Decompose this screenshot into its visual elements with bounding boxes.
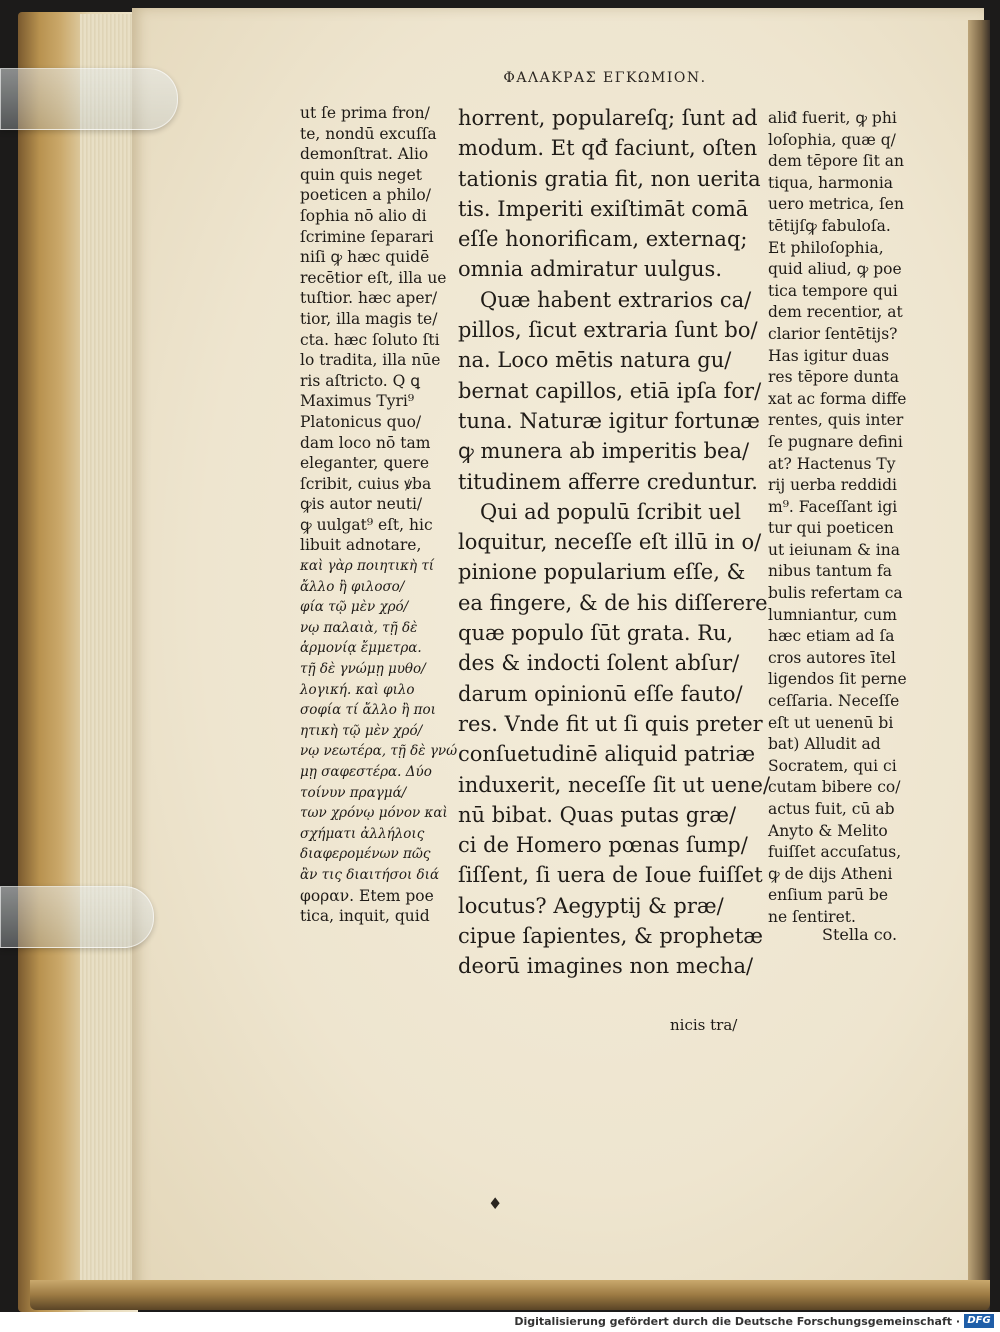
footer-bar	[0, 1312, 1000, 1332]
right-column-line: actus fuit, cū ab	[768, 800, 895, 818]
middle-column-line: Qui ad populū ſcribit uel	[480, 499, 741, 524]
right-column-line: ut ieiunam & ina	[768, 540, 900, 559]
left-column-line: ἁρμονίᾳ ἔμμετρα.	[300, 640, 422, 657]
right-column-line: bat) Alludit ad	[768, 735, 881, 754]
left-column-line: σχήματι ἀλλήλοις	[300, 825, 425, 842]
right-catchword: Stella co.	[822, 925, 898, 944]
middle-column-line: ci de Homero pœnas ſump/	[458, 833, 748, 858]
right-column-line: eſt ut uenenū bi	[768, 713, 894, 732]
middle-column-line: loquitur, neceſſe eſt illū in o/	[458, 530, 762, 555]
middle-column-line: des & indocti ſolent abſur/	[458, 651, 740, 676]
right-column-line: loſophia, quæ q/	[768, 130, 896, 149]
left-column-line: tior, illa magis te/	[300, 309, 438, 328]
right-column-line: rij uerba reddidi	[768, 476, 898, 495]
right-column-line: ſe pugnare defini	[768, 432, 903, 451]
left-column-line: διαφερομένων πῶς	[300, 846, 431, 863]
middle-column-line: tationis gratia fit, non uerita	[458, 166, 761, 191]
left-column-line: eleganter, ꝗuere	[300, 454, 429, 473]
right-column-line: xat ac forma diffe	[768, 389, 907, 408]
middle-column-line: induxerit, neceſſe ſit ut uene/	[458, 772, 771, 797]
right-column-line: dem recentior, at	[768, 303, 903, 322]
right-column-line: ligendos ſit perne	[768, 670, 907, 689]
left-column-line: dam loco nō tam	[300, 433, 431, 452]
middle-column-line: res. Vnde fit ut ſi quis preter	[458, 711, 763, 736]
left-column-line: τῇ δὲ γνώμῃ μυθο/	[300, 661, 426, 678]
right-column-line: Anyto & Melito	[768, 821, 888, 840]
left-column-line: ἄλλο ἢ φιλοσο/	[300, 578, 405, 595]
left-column-line: ꝙis autor neuti/	[300, 495, 423, 514]
left-column-line: φία τῷ μὲν χρό/	[300, 599, 409, 616]
left-column-line: recētior eſt, illa ue	[300, 268, 447, 287]
right-column-line: nibus tantum fa	[768, 562, 892, 581]
running-header: ΦΑΛΑΚΡΑΣ ΕΓΚΩΜΙΟΝ.	[503, 70, 707, 86]
right-column-line: uero metrica, ſen	[768, 195, 904, 214]
left-column-line: cta. hæc ſoluto ſti	[300, 330, 440, 349]
middle-column-line: nū bibat. Quas putas græ/	[458, 802, 737, 827]
middle-column-line: pinione popularium eſſe, &	[458, 560, 746, 585]
catchword: nicis tra/	[670, 1016, 738, 1034]
left-column-line: των χρόνῳ μόνον καὶ	[300, 805, 448, 822]
left-column-line: σοφία τί ἄλλο ἢ ποι	[300, 702, 436, 719]
right-column-line: tur qui poeticen	[768, 519, 894, 538]
middle-column-line: ſiſſent, ſi uera de Ioue fuiſſet	[458, 863, 763, 888]
right-column-line: tētijſꝙ fabuloſa.	[768, 216, 891, 235]
right-column-line: res tēpore dunta	[768, 368, 899, 387]
left-column-line: niſi ꝙ hæc quidē	[300, 248, 430, 267]
right-column-line: clarior ſentētijs?	[768, 324, 898, 343]
middle-column-line: bernat capillos, etiā ipſa for/	[458, 378, 762, 403]
left-column-line: ꝙ uulgat⁹ eſt, hic	[300, 515, 433, 534]
left-column-line: μῃ σαφεστέρα. Δύο	[300, 764, 432, 780]
right-column-line: ne ſentiret.	[768, 907, 856, 926]
left-column-line: ris aſtricto. Q ꝗ	[300, 371, 421, 390]
middle-column-line: ꝙ munera ab imperitis bea/	[458, 439, 750, 464]
left-column-line: τοίνυν πραγμά/	[300, 784, 407, 801]
right-column	[768, 108, 918, 929]
clip-top	[0, 68, 178, 130]
middle-column-line: cipue ſapientes, & prophetæ	[458, 924, 764, 949]
middle-column-line: tis. Imperiti exiſtimāt comā	[458, 196, 749, 221]
right-column-line: cutam bibere co/	[768, 778, 901, 797]
left-column-line: Platonicus quo/	[300, 412, 422, 431]
signature-mark: ♦	[488, 1194, 503, 1213]
right-column-line: dem tēpore ſit an	[768, 152, 904, 171]
middle-column-line: pillos, ſicut extraria ſunt bo/	[458, 318, 758, 343]
middle-column-line: locutus? Aegyptij & præ/	[458, 893, 724, 918]
book-bottom-edge	[30, 1280, 990, 1310]
middle-column-line: omnia admiratur uulgus.	[458, 257, 723, 282]
left-column-line: demonſtrat. Alio	[300, 145, 429, 164]
right-column-line: enſium parū be	[768, 886, 889, 905]
clip-bottom	[0, 886, 154, 948]
right-column-line: aliđ fuerit, ꝙ phi	[768, 109, 897, 127]
left-column-line: ſcrimine ſeparari	[300, 227, 434, 246]
middle-column-line: horrent, populareſq; ſunt ad	[458, 106, 758, 130]
right-column-line: bulis refertam ca	[768, 584, 903, 603]
right-column-line: m⁹. Faceſſant igi	[768, 497, 898, 516]
right-column-line: at? Hactenus Ty	[768, 454, 896, 473]
right-column-line: Et philoſophia,	[768, 238, 884, 257]
right-column-line: rentes, quis inter	[768, 411, 904, 430]
middle-column-line: eſſe honorificam, externaq;	[458, 227, 748, 252]
left-column-line: νῳ παλαιὰ, τῇ δὲ	[300, 619, 418, 636]
left-column-line: ſophia nō alio di	[300, 206, 427, 225]
right-column-line: tiqua, harmonia	[768, 173, 894, 192]
right-column-line: Socratem, qui ci	[768, 756, 897, 775]
left-column-line: quin quis neget	[300, 165, 422, 184]
left-column-line: ητικὴ τῷ μὲν χρό/	[300, 722, 423, 739]
left-column-line: poeticen a philo/	[300, 186, 431, 205]
right-column-line: ceſſaria. Neceſſe	[768, 692, 900, 711]
left-column-line: ut ſe prima fron/	[300, 104, 430, 122]
left-column-line: νῳ νεωτέρα, τῇ δὲ γνώ	[300, 743, 458, 760]
left-column-line: λογική. καὶ φιλο	[300, 681, 415, 698]
middle-column-line: modum. Et qđ faciunt, oſten	[458, 136, 758, 161]
middle-column-line: darum opinionū eſſe fauto/	[458, 681, 743, 706]
left-column-line: Maximus Tyri⁹	[300, 392, 415, 411]
left-column-line: ſcribit, cuius ꝟba	[300, 474, 432, 493]
page-right-edge	[968, 20, 990, 1310]
dfg-logo: DFG	[964, 1314, 994, 1328]
right-column-line: ꝙ de dijs Atheni	[768, 864, 893, 883]
left-column-line: tica, inquit, quid	[300, 907, 430, 926]
middle-column	[458, 103, 771, 982]
left-column-line: te, nondū excuſſa	[300, 124, 437, 143]
middle-column-line: deorū imagines non mecha/	[458, 954, 754, 979]
middle-column-line: titudinem afferre creduntur.	[458, 469, 758, 494]
right-column-line: quid aliud, ꝙ poe	[768, 260, 902, 279]
middle-column-line: quæ populo ſūt grata. Ru,	[458, 621, 734, 646]
middle-column-line: na. Loco mētis natura gu/	[458, 348, 732, 373]
left-column-line: καὶ γὰρ ποιητικὴ τί	[300, 558, 435, 575]
right-column-line: fuiſſet accuſatus,	[768, 843, 902, 862]
left-column-line: tuſtior. hæc aper/	[300, 289, 438, 308]
middle-column-line: ea fingere, & de his diſſerere	[458, 590, 768, 615]
right-column-line: tica tempore qui	[768, 281, 898, 300]
left-column-line: libuit adnotare,	[300, 536, 422, 555]
left-column-line: lo tradita, illa nūe	[300, 351, 441, 370]
right-column-line: lumniantur, cum	[768, 605, 897, 624]
middle-column-line: conſuetudinē aliquid patriæ	[458, 742, 756, 767]
middle-column-line: tuna. Naturæ igitur fortunæ	[458, 408, 760, 433]
left-column-line: ἂν τις διαιτήσοι διά	[300, 866, 440, 883]
middle-column-line: Quæ habent extrarios ca/	[480, 287, 752, 312]
right-column-line: hæc etiam ad ſa	[768, 627, 895, 646]
footer-credit: Digitalisierung gefördert durch die Deutsche Forschungsgemeinschaft ·	[514, 1315, 960, 1328]
right-column-line: Has igitur duas	[768, 346, 890, 365]
left-column	[300, 103, 458, 927]
right-column-line: cros autores ītel	[768, 648, 896, 667]
left-column-line: φοραν. Etem poe	[300, 886, 434, 905]
